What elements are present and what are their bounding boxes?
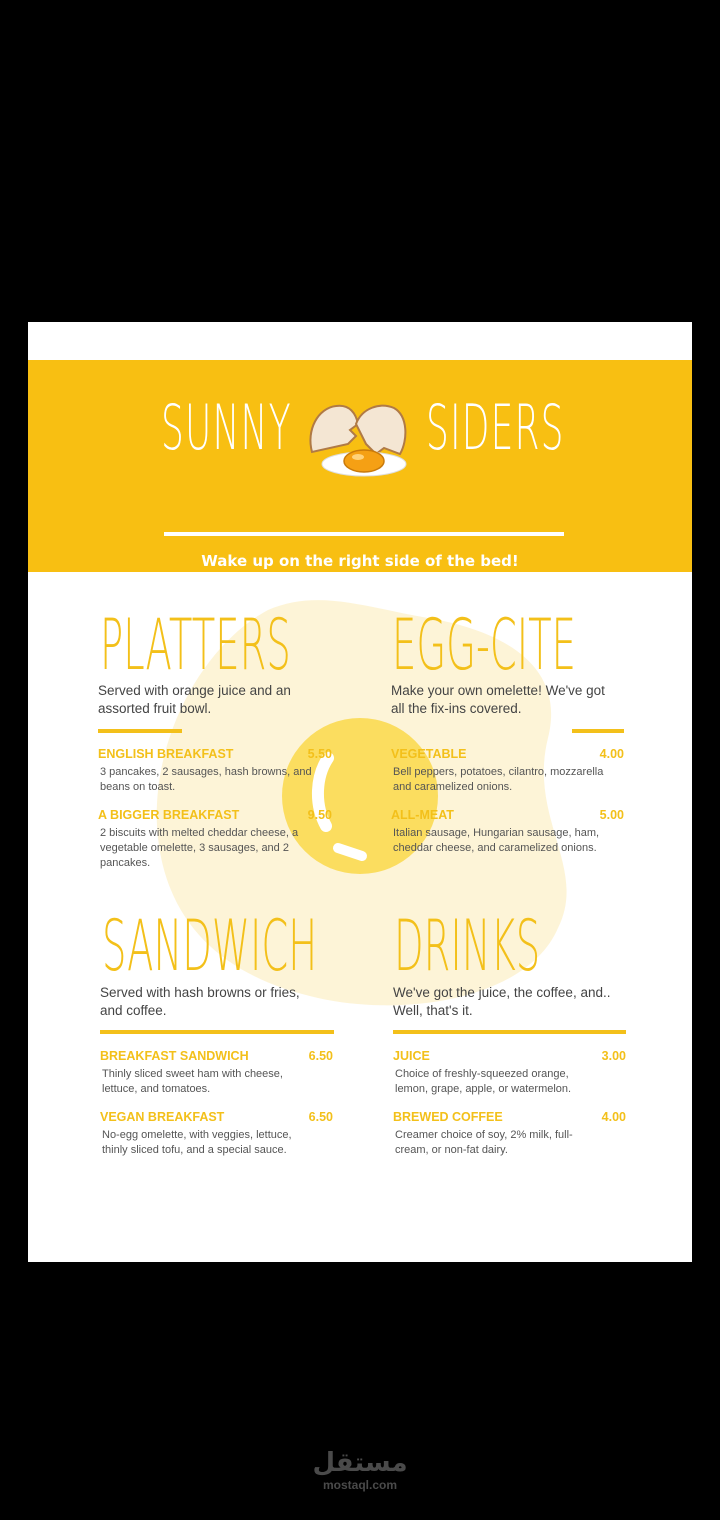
item-name: BREWED COFFEE bbox=[393, 1110, 503, 1124]
item-price: 3.00 bbox=[601, 1049, 626, 1063]
brand-word-1: SUNNY bbox=[161, 391, 292, 464]
item-name: JUICE bbox=[393, 1049, 430, 1063]
item-price: 6.50 bbox=[308, 1110, 333, 1124]
tagline: Wake up on the right side of the bed! bbox=[201, 552, 519, 570]
item-price: 5.50 bbox=[307, 747, 332, 761]
section-divider-platters bbox=[98, 729, 182, 733]
item-desc: Italian sausage, Hungarian sausage, ham, cheddar cheese, and caramelized onions. bbox=[393, 827, 600, 854]
section-divider-sandwich bbox=[100, 1030, 334, 1034]
menu-header bbox=[28, 360, 692, 572]
section-title-drinks: DRINKS bbox=[394, 905, 541, 987]
section-divider-eggcite bbox=[572, 729, 624, 733]
section-desc-drinks: We've got the juice, the coffee, and.. Well, that's it. bbox=[393, 985, 611, 1018]
header-divider bbox=[164, 532, 564, 536]
section-title-platters: PLATTERS bbox=[100, 604, 291, 686]
item-desc: No-egg omelette, with veggies, lettuce, thinly sliced tofu, and a special sauce. bbox=[102, 1129, 292, 1156]
watermark-latin: mostaql.com bbox=[322, 1478, 397, 1492]
item-name: VEGETABLE bbox=[391, 747, 467, 761]
item-price: 5.00 bbox=[599, 808, 624, 822]
item-name: ALL-MEAT bbox=[391, 808, 454, 822]
item-name: ENGLISH BREAKFAST bbox=[98, 747, 234, 761]
item-price: 4.00 bbox=[599, 747, 624, 761]
item-desc: Creamer choice of soy, 2% milk, full-cream, or non-fat dairy. bbox=[395, 1129, 573, 1156]
section-divider-drinks bbox=[393, 1030, 626, 1034]
item-price: 4.00 bbox=[601, 1110, 626, 1124]
brand-word-2: SIDERS bbox=[426, 391, 565, 464]
item-name: VEGAN BREAKFAST bbox=[100, 1110, 225, 1124]
watermark-arabic: مستقل bbox=[312, 1448, 408, 1478]
item-desc: Bell peppers, potatoes, cilantro, mozzarella and caramelized onions. bbox=[393, 766, 604, 793]
section-desc-sandwich: Served with hash browns or fries, and coffee. bbox=[100, 985, 300, 1018]
section-title-eggcite: EGG-CITE bbox=[392, 604, 576, 686]
item-desc: 3 pancakes, 2 sausages, hash browns, and beans on toast. bbox=[100, 766, 312, 793]
item-price: 6.50 bbox=[308, 1049, 333, 1063]
mostaql-watermark bbox=[300, 1448, 420, 1492]
item-price: 9.50 bbox=[307, 808, 332, 822]
menu-card bbox=[28, 322, 692, 1262]
item-desc: 2 biscuits with melted cheddar cheese, a vegetable omelette, 3 sausages, and 2 pancakes. bbox=[100, 827, 299, 869]
section-desc-eggcite: Make your own omelette! We've got all the fix-ins covered. bbox=[391, 683, 605, 716]
item-desc: Thinly sliced sweet ham with cheese, lettuce, and tomatoes. bbox=[102, 1068, 283, 1095]
item-name: BREAKFAST SANDWICH bbox=[100, 1049, 249, 1063]
item-desc: Choice of freshly-squeezed orange, lemon, grape, apple, or watermelon. bbox=[395, 1068, 572, 1095]
section-title-sandwich: SANDWICH bbox=[102, 905, 318, 987]
cracked-egg-icon bbox=[304, 400, 410, 478]
item-name: A BIGGER BREAKFAST bbox=[98, 808, 240, 822]
section-desc-platters: Served with orange juice and an assorted fruit bowl. bbox=[98, 683, 291, 716]
